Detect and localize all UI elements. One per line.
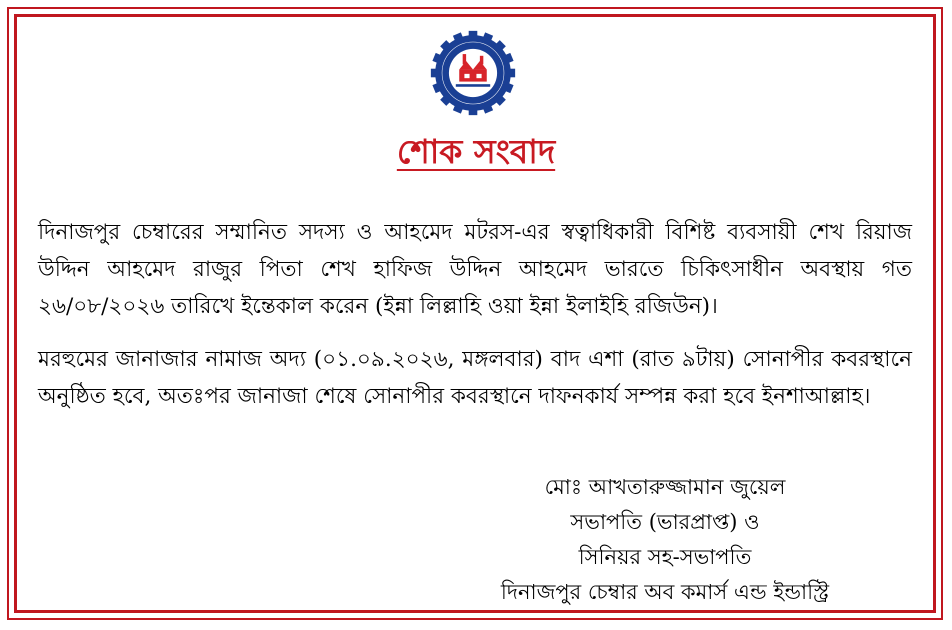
notice-paragraph-2: মরহুমের জানাজার নামাজ অদ্য (০১.০৯.২০২৬, মঙ্গলবার) বাদ এশা (রাত ৯টায়) সোনাপীর কবরস্থানে অনুষ্ঠিত হবে, অতঃপর জানাজা শেষে সোনাপীর কবরস্থানে দাফনকার্য সম্পন্ন করা হবে ইনশাআল্লাহ। <box>38 347 912 409</box>
notice-paragraph-1: দিনাজপুর চেম্বারের সম্মানিত সদস্য ও আহমেদ মটরস-এর স্বত্বাধিকারী বিশিষ্ট ব্যবসায়ী শেখ রিয়াজ উদ্দিন আহমেদ রাজুর পিতা শেখ হাফিজ উদ্দিন আহমেদ ভারতে চিকিৎসাধীন অবস্থায় গত ২৬/০৮/২০২৬ তারিখে ইন্তেকাল করেন (ইন্না লিল্লাহি ওয়া ইন্না ইলাইহি রজিউন)। <box>38 220 912 319</box>
gear-tooth <box>431 69 440 78</box>
organization-name: দিনাজপুর চেম্বার অব কমার্স এন্ড ইন্ডাস্ট্রি <box>500 580 830 604</box>
chamber-logo <box>430 30 516 116</box>
gear-tooth <box>469 107 478 116</box>
notice-title-text: শোক সংবাদ <box>396 132 556 171</box>
gear-tooth <box>507 69 516 78</box>
signatory-designation-2: সিনিয়র সহ-সভাপতি <box>578 545 752 569</box>
signatory-designation-1: সভাপতি (ভারপ্রাপ্ত) ও <box>570 510 760 534</box>
notice-title <box>0 126 952 182</box>
signature-block <box>470 470 860 610</box>
signatory-name: মোঃ আখতারুজ্জামান জুয়েল <box>544 475 786 499</box>
gear-tooth <box>469 31 478 40</box>
